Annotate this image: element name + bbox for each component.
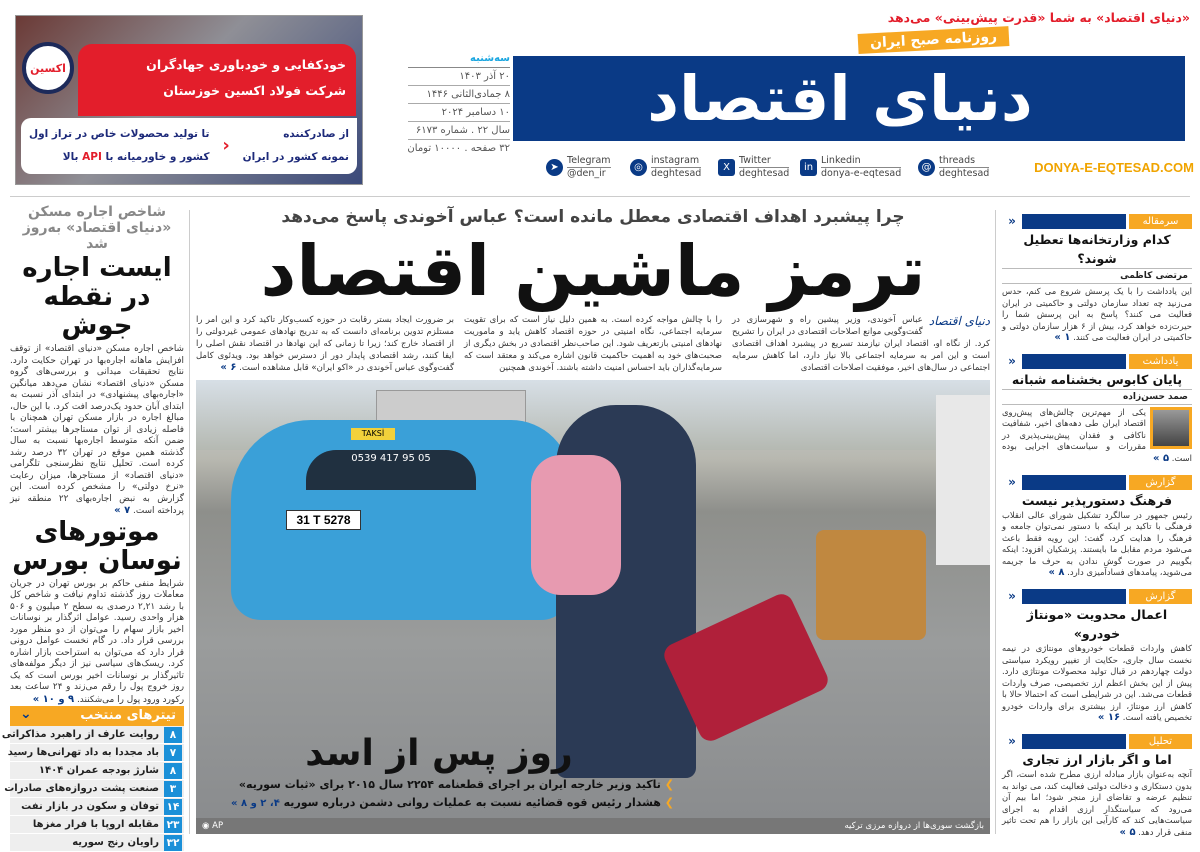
selected-headline-item[interactable] [10, 834, 184, 852]
photo-headline[interactable]: روز پس از اسد [305, 733, 573, 774]
page-reference[interactable]: ۱ » [1054, 332, 1071, 343]
story-headline[interactable]: اما و اگر بازار ارز تجاری [1022, 752, 1172, 767]
page-reference[interactable]: ۷ » [114, 505, 131, 516]
page-reference[interactable]: ۹ و ۱۰ » [32, 693, 75, 705]
column-divider [995, 210, 996, 834]
chevron-left-icon: ‹ [222, 135, 230, 156]
main-photo[interactable] [196, 380, 990, 818]
page-number: ۳ [164, 781, 182, 797]
social-name: Telegram [567, 155, 611, 166]
social-handle: deghtesad [939, 168, 990, 179]
section-bar [1022, 475, 1126, 490]
column-divider [189, 210, 190, 834]
social-name: threads [939, 155, 989, 168]
page-reference[interactable]: ۵ » [1153, 452, 1170, 464]
author: صمد حسن‌زاده [1002, 389, 1192, 405]
social-twitter[interactable] [718, 155, 789, 179]
weekday: سه‌شنبه [408, 50, 510, 68]
x-icon: X [718, 159, 735, 176]
main-story [196, 206, 990, 834]
story-rent[interactable] [10, 204, 184, 518]
ad-white-panel [21, 118, 357, 174]
social-handle: donya-e-eqtesad [821, 168, 902, 179]
social-telegram[interactable] [546, 155, 611, 179]
article-text: را با چالش مواجه کرده است. به همین دلیل نیاز است که برای تقویت سرمایه اجتماعی، نگاه امنیتی در حوزه اقتصاد کاهش یابد و ماموریت نهادهای امنیتی بازتعریف شود. این صاحب‌نظر اقتصادی در بخش دیگری از صحبت‌های خود به اهمیت حاکمیت قانون اشاره می‌کند و معتقد است که سرمایه‌گذاران باید احساس امنیت داشته باشند. آخوندی همچنین [464, 315, 722, 373]
ad-left-2c: بالا [62, 151, 79, 163]
chevrons-icon: « [1008, 474, 1016, 489]
photo-bullet: هشدار رئیس قوه قضائیه نسبت به عملیات روانی دشمن درباره سوریه [283, 796, 661, 809]
story-headline[interactable]: موتورهای نوسان بورس [12, 516, 182, 576]
chevrons-icon: « [1008, 734, 1016, 748]
page-reference[interactable]: ۱۶ » [1097, 712, 1121, 724]
bullet-icon: ❯ [664, 796, 674, 809]
chevron-down-icon: ⌄ [20, 706, 32, 722]
price: ۳۲ صفحه . ۱۰۰۰۰ تومان [407, 143, 510, 154]
main-kicker: چرا پیشبرد اهداف اقتصادی معطل مانده است؟ عباس آخوندی پاسخ می‌دهد [281, 207, 905, 227]
story-headline[interactable]: ایست اجاره در نقطه جوش [22, 253, 172, 341]
social-instagram[interactable] [630, 155, 701, 179]
main-col-2 [464, 314, 722, 374]
social-name: Linkedin [821, 155, 901, 168]
headline-text: باد مجددا به داد تهرانی‌ها رسید [7, 747, 159, 758]
date-hijri: ۸ جمادی‌الثانی ۱۴۴۶ [408, 86, 510, 104]
ad-right-1: از صادرکننده [283, 128, 349, 140]
page-reference[interactable]: ۴، ۲ و ۸ » [231, 798, 280, 809]
masthead-subtitle: روزنامه صبح ایران [858, 26, 1010, 54]
advertisement-banner[interactable] [15, 15, 363, 185]
author: مرتضی کاظمی [1002, 268, 1192, 284]
sidebar-story[interactable] [1002, 589, 1192, 724]
sidebar-story[interactable] [1002, 214, 1192, 344]
section-header [1002, 354, 1192, 369]
headline-text: شارژ بودجه عمران ۱۴۰۴ [38, 765, 159, 776]
story-body: کاهش واردات قطعات خودروهای مونتاژی در نیمه نخست سال جاری، حکایت از تغییر رویکرد سیاستی دولت چهاردهم در قبال تولید محصولات مونتاژی دارد. پیش از این بخش اعظم ارز تخصیصی، صرف واردات قطعات می‌شد. این در شرایطی است که احتمالا حالا با کاهش ارز مونتاژ، ارز بیشتری برای واردات خودرو تخصیص یافته است. [1002, 643, 1192, 723]
brand-logo-script: دنیای اقتصاد [928, 314, 990, 328]
section-label: گزارش [1129, 589, 1192, 604]
section-header [1002, 475, 1192, 490]
page-number: ۸ [164, 763, 182, 779]
ad-red-panel [78, 44, 356, 116]
masthead-divider [10, 196, 1190, 197]
story-kicker: شاخص اجاره مسکن «دنیای اقتصاد» به‌روز شد [22, 204, 172, 252]
headline-text: توفان و سکون در بازار نفت [21, 801, 159, 812]
selected-headline-item[interactable] [1, 726, 184, 744]
left-column [1, 204, 185, 849]
section-bar [1022, 214, 1126, 229]
photo-caption-bar [196, 818, 990, 834]
chevrons-icon: « [1008, 214, 1016, 228]
section-bar [1022, 589, 1126, 604]
date-gregorian: ۱۰ دسامبر ۲۰۲۴ [408, 104, 510, 122]
date-persian: ۲۰ آذر ۱۴۰۳ [408, 68, 510, 86]
section-label: یادداشت [1129, 354, 1192, 369]
page-number: ۸ [164, 727, 182, 743]
photo-caption: بازگشت سوری‌ها از دروازه مرزی ترکیه [844, 821, 984, 831]
selected-headline-item[interactable] [7, 744, 184, 762]
social-name: instagram [651, 155, 701, 168]
section-label: سرمقاله [1129, 214, 1192, 229]
ad-line-1: خودکفایی و خودباوری جهادگران [146, 57, 346, 72]
photo-bread-stall [816, 530, 926, 640]
ad-seal-logo: اکسین [22, 42, 74, 94]
website-link[interactable]: DONYA-E-EQTESAD.COM [1034, 160, 1194, 175]
ad-left-2a: کشور و خاورمیانه با [105, 151, 210, 163]
story-body: یکی از مهم‌ترین چالش‌های پیش‌روی اقتصاد ایران طی دهه‌های اخیر، شفافیت ناکافی و فقدان پیش‌بینی‌پذیری در مقررات و سیاست‌های اجرایی بوده است. [1002, 406, 1192, 463]
section-header [1002, 214, 1192, 229]
taxi-sign: TAKSİ [351, 428, 395, 440]
camera-icon: ◉ [202, 821, 210, 831]
photo-overlay [204, 733, 674, 812]
social-threads[interactable] [918, 155, 989, 179]
story-body: آنچه به‌عنوان بازار مبادله ارزی مطرح شده است، اگر بدون دستکاری و دخالت دولتی فعالیت کند، می تواند به تنظیم عرضه و تقاضای ارز منجر شود؛ اما بیم آن می‌رود که سیاستگذار ارزی اقدام به اجرای سیاست‌هایی کند که کارآیی این بازار را هم تحت تاثیر منفی قرار دهد. [1002, 769, 1192, 837]
linkedin-icon: in [800, 159, 817, 176]
section-header [1002, 589, 1192, 604]
selected-headline-item[interactable] [10, 762, 184, 780]
social-name: Twitter [739, 155, 789, 168]
masthead-tagline: «دنیای اقتصاد» به شما «قدرت پیش‌بینی» می‌دهد [887, 10, 1190, 25]
chevrons-icon: « [1008, 353, 1016, 368]
section-label: تحلیل [1129, 734, 1192, 749]
telegram-icon: ➤ [546, 159, 563, 176]
story-headline[interactable]: اعمال محدویت «مونتاژ خودرو» [1026, 607, 1168, 642]
license-plate: 31 T 5278 [286, 510, 361, 530]
headline-text: صنعت پشت دروازه‌های صادرات [4, 783, 159, 794]
ad-left-1: تا تولید محصولات خاص در تراز اول [29, 128, 210, 140]
newspaper-logo: دنیای اقتصاد [647, 62, 1033, 135]
page-reference[interactable]: ۵ » [1119, 826, 1136, 838]
page-number: ۱۴ [164, 799, 182, 815]
main-headline[interactable]: ترمز ماشین اقتصاد [260, 230, 926, 312]
story-body: رئیس جمهور در سالگرد تشکیل شورای عالی انقلاب فرهنگی با تاکید بر اینکه با دستور نمی‌توان جامعه و فرهنگ را هدایت کرد، گفت: این رویه فقط باعث می‌شود مردم مقابل ما بایستند. پزشکیان افزود: اینکه بگوییم در صورت گوش ندادن به حرف ما جریمه می‌شوید، پیامدهای فسادآمیزی دارد. [1002, 509, 1192, 578]
credit-text: AP [212, 821, 224, 831]
chevrons-icon: « [1008, 589, 1016, 604]
main-columns [196, 314, 990, 374]
author-photo [1150, 407, 1192, 449]
sidebar-story[interactable] [1002, 354, 1192, 465]
article-text: بر ضرورت ایجاد بستر رقابت در حوزه کسب‌وکار تاکید کرد و این امر را مستلزم تدوین برنامه‌ای دانست که به تدریج نهادهای عمومی غیردولتی را از اقتصاد خارج کند؛ زیرا تا زمانی که این نهادها در اقتصاد نقش اصلی را ایفا کنند، رشد اقتصادی پایدار دور از دسترس خواهد بود. ویدئوی کامل گفت‌وگوی عباس آخوندی در «اکو ایران» قابل مشاهده است. [196, 315, 454, 373]
page-number: ۷ [164, 745, 182, 761]
main-col-3 [196, 314, 454, 374]
selected-headline-item[interactable] [10, 816, 184, 834]
photo-credit [202, 818, 223, 834]
photo-van [936, 395, 990, 565]
headline-text: راویان رنج سوریه [72, 837, 159, 848]
story-headline[interactable]: پایان کابوس بخشنامه شبانه [1011, 371, 1183, 387]
selected-headlines-title [10, 706, 184, 726]
date-box [408, 50, 510, 158]
right-column [1002, 214, 1192, 838]
main-col-1 [732, 314, 990, 374]
section-label: گزارش [1129, 475, 1192, 490]
sidebar-story[interactable] [1002, 734, 1192, 838]
issue-number: سال ۲۲ . شماره ۶۱۷۳ [408, 122, 510, 140]
picks-title-text: تیترهای منتخب [80, 708, 176, 723]
sidebar-story[interactable] [1002, 475, 1192, 579]
story-body: این یادداشت را با یک پرسش شروع می کنم، حدس می‌زنید چه تعداد سازمان دولتی و حاکمیتی در ایران فعالیت می کنند؟ پاسخ به این پرسش شما را حیرت‌زده خواهد کرد، بیش از ۶ هزار سازمان دولتی و حاکمیتی در ایران فعالیت می کنند. [1002, 286, 1192, 342]
section-bar [1022, 734, 1126, 749]
article-text: عباس آخوندی، وزیر پیشین راه و شهرسازی در گفت‌وگویی موانع اصلاحات اقتصادی در ایران را تشریح کرد. از نگاه او، اقتصاد ایران نیازمند تسریع در پیشبرد اهداف اقتصادی است و این امر به سرمایه اجتماعی بالا نیاز دارد، اما کاهش سرمایه اجتماعی در سال‌های اخیر، موفقیت اصلاحات اقتصادی [732, 315, 990, 373]
page-reference[interactable]: ۸ » [1048, 567, 1065, 579]
story-body: شرایط منفی حاکم بر بورس تهران در جریان معاملات روز گذشته تداوم نیافت و شاخص کل با رشد ۲,۲۱ درصدی به سطح ۲ میلیون و ۵۰۶ هزار واحدی رسید. عوامل اثرگذار بر نوسانات اخیر بازار سهام را می‌توان از دو منظر مورد بررسی قرار داد. در گام نخست عوامل درونی قرار دارد که می‌توان به استراحت بازار اشاره کرد. ریسک‌های سیاسی نیز از دیگر مولفه‌های تاثیرگذار بر نوسانات اخیر بورس است که یک روز خروج پول را رقم می‌زند و ۲۴ ساعت بعد رکورد ورود پول را می‌شکنند. [10, 578, 185, 705]
story-headline[interactable]: کدام وزارتخانه‌ها تعطیل شوند؟ [1023, 232, 1171, 266]
threads-icon: @ [918, 159, 935, 176]
page-reference[interactable]: ۶ » [220, 362, 237, 373]
headline-text: روایت عارف از راهبرد مذاکراتی [1, 729, 159, 740]
selected-headline-item[interactable] [10, 798, 184, 816]
section-bar [1022, 354, 1126, 369]
photo-pink-blanket [531, 455, 621, 595]
story-headline[interactable]: فرهنگ دستورپذیر نیست [1021, 492, 1173, 508]
selected-headlines [1, 706, 184, 852]
taxi-phone: 0539 417 95 05 [306, 450, 476, 490]
page-number: ۳۲ [164, 835, 182, 851]
social-handle: @den_ir [567, 168, 606, 179]
photo-bullet: تاکید وزیر خارجه ایران بر اجرای قطعنامه ۲۲۵۴ سال ۲۰۱۵ برای «ثبات سوریه» [238, 778, 661, 791]
social-linkedin[interactable] [800, 155, 901, 179]
section-header [1002, 734, 1192, 749]
photo-taxi [231, 420, 571, 620]
story-bourse[interactable] [10, 518, 184, 707]
instagram-icon: ◎ [630, 159, 647, 176]
page-number: ۲۳ [164, 817, 182, 833]
ad-line-2: شرکت فولاد اکسین خوزستان [163, 83, 346, 98]
ad-api: API [82, 151, 102, 163]
selected-headline-item[interactable] [4, 780, 184, 798]
ad-right-2: نمونه کشور در ایران [242, 151, 349, 163]
social-handle: deghtesad [651, 168, 702, 179]
headline-text: مقابله اروپا با فرار مغزها [32, 819, 159, 830]
bullet-icon: ❯ [664, 778, 674, 791]
social-handle: deghtesad [739, 168, 790, 179]
story-body: شاخص اجاره مسکن «دنیای اقتصاد» از توقف افزایش ماهانه اجاره‌بها در تهران حکایت دارد. نتایج تحقیقات میدانی و بررسی‌های گروه مسکن «دنیای اقتصاد» نشان می‌دهد میانگین «اجاره‌بهای پیشنهادی» در ابتدای آذر نسبت به ابتدای آبان حدود یک‌درصد افت کرد. با این حال، مبالغ اجاره در بازار مسکن تهران همچنان با فاصله زیادی از توان مستاجرها بیشتر است؛ ضمن آنکه متوسط اجاره‌بها نسبت به سال گذشته همین موقع در تهران ۳۲ درصد رشد کرده است. تحلیل نتایج نظرسنجی تلگرامی «دنیای اقتصاد» از مستاجرها، میزان رعایت «نرخ دولتی» را مشخص کرده است. این گزارش به نبض اجاره‌بهای ۲۲ منطقه نیز پرداخته است. [10, 344, 184, 516]
